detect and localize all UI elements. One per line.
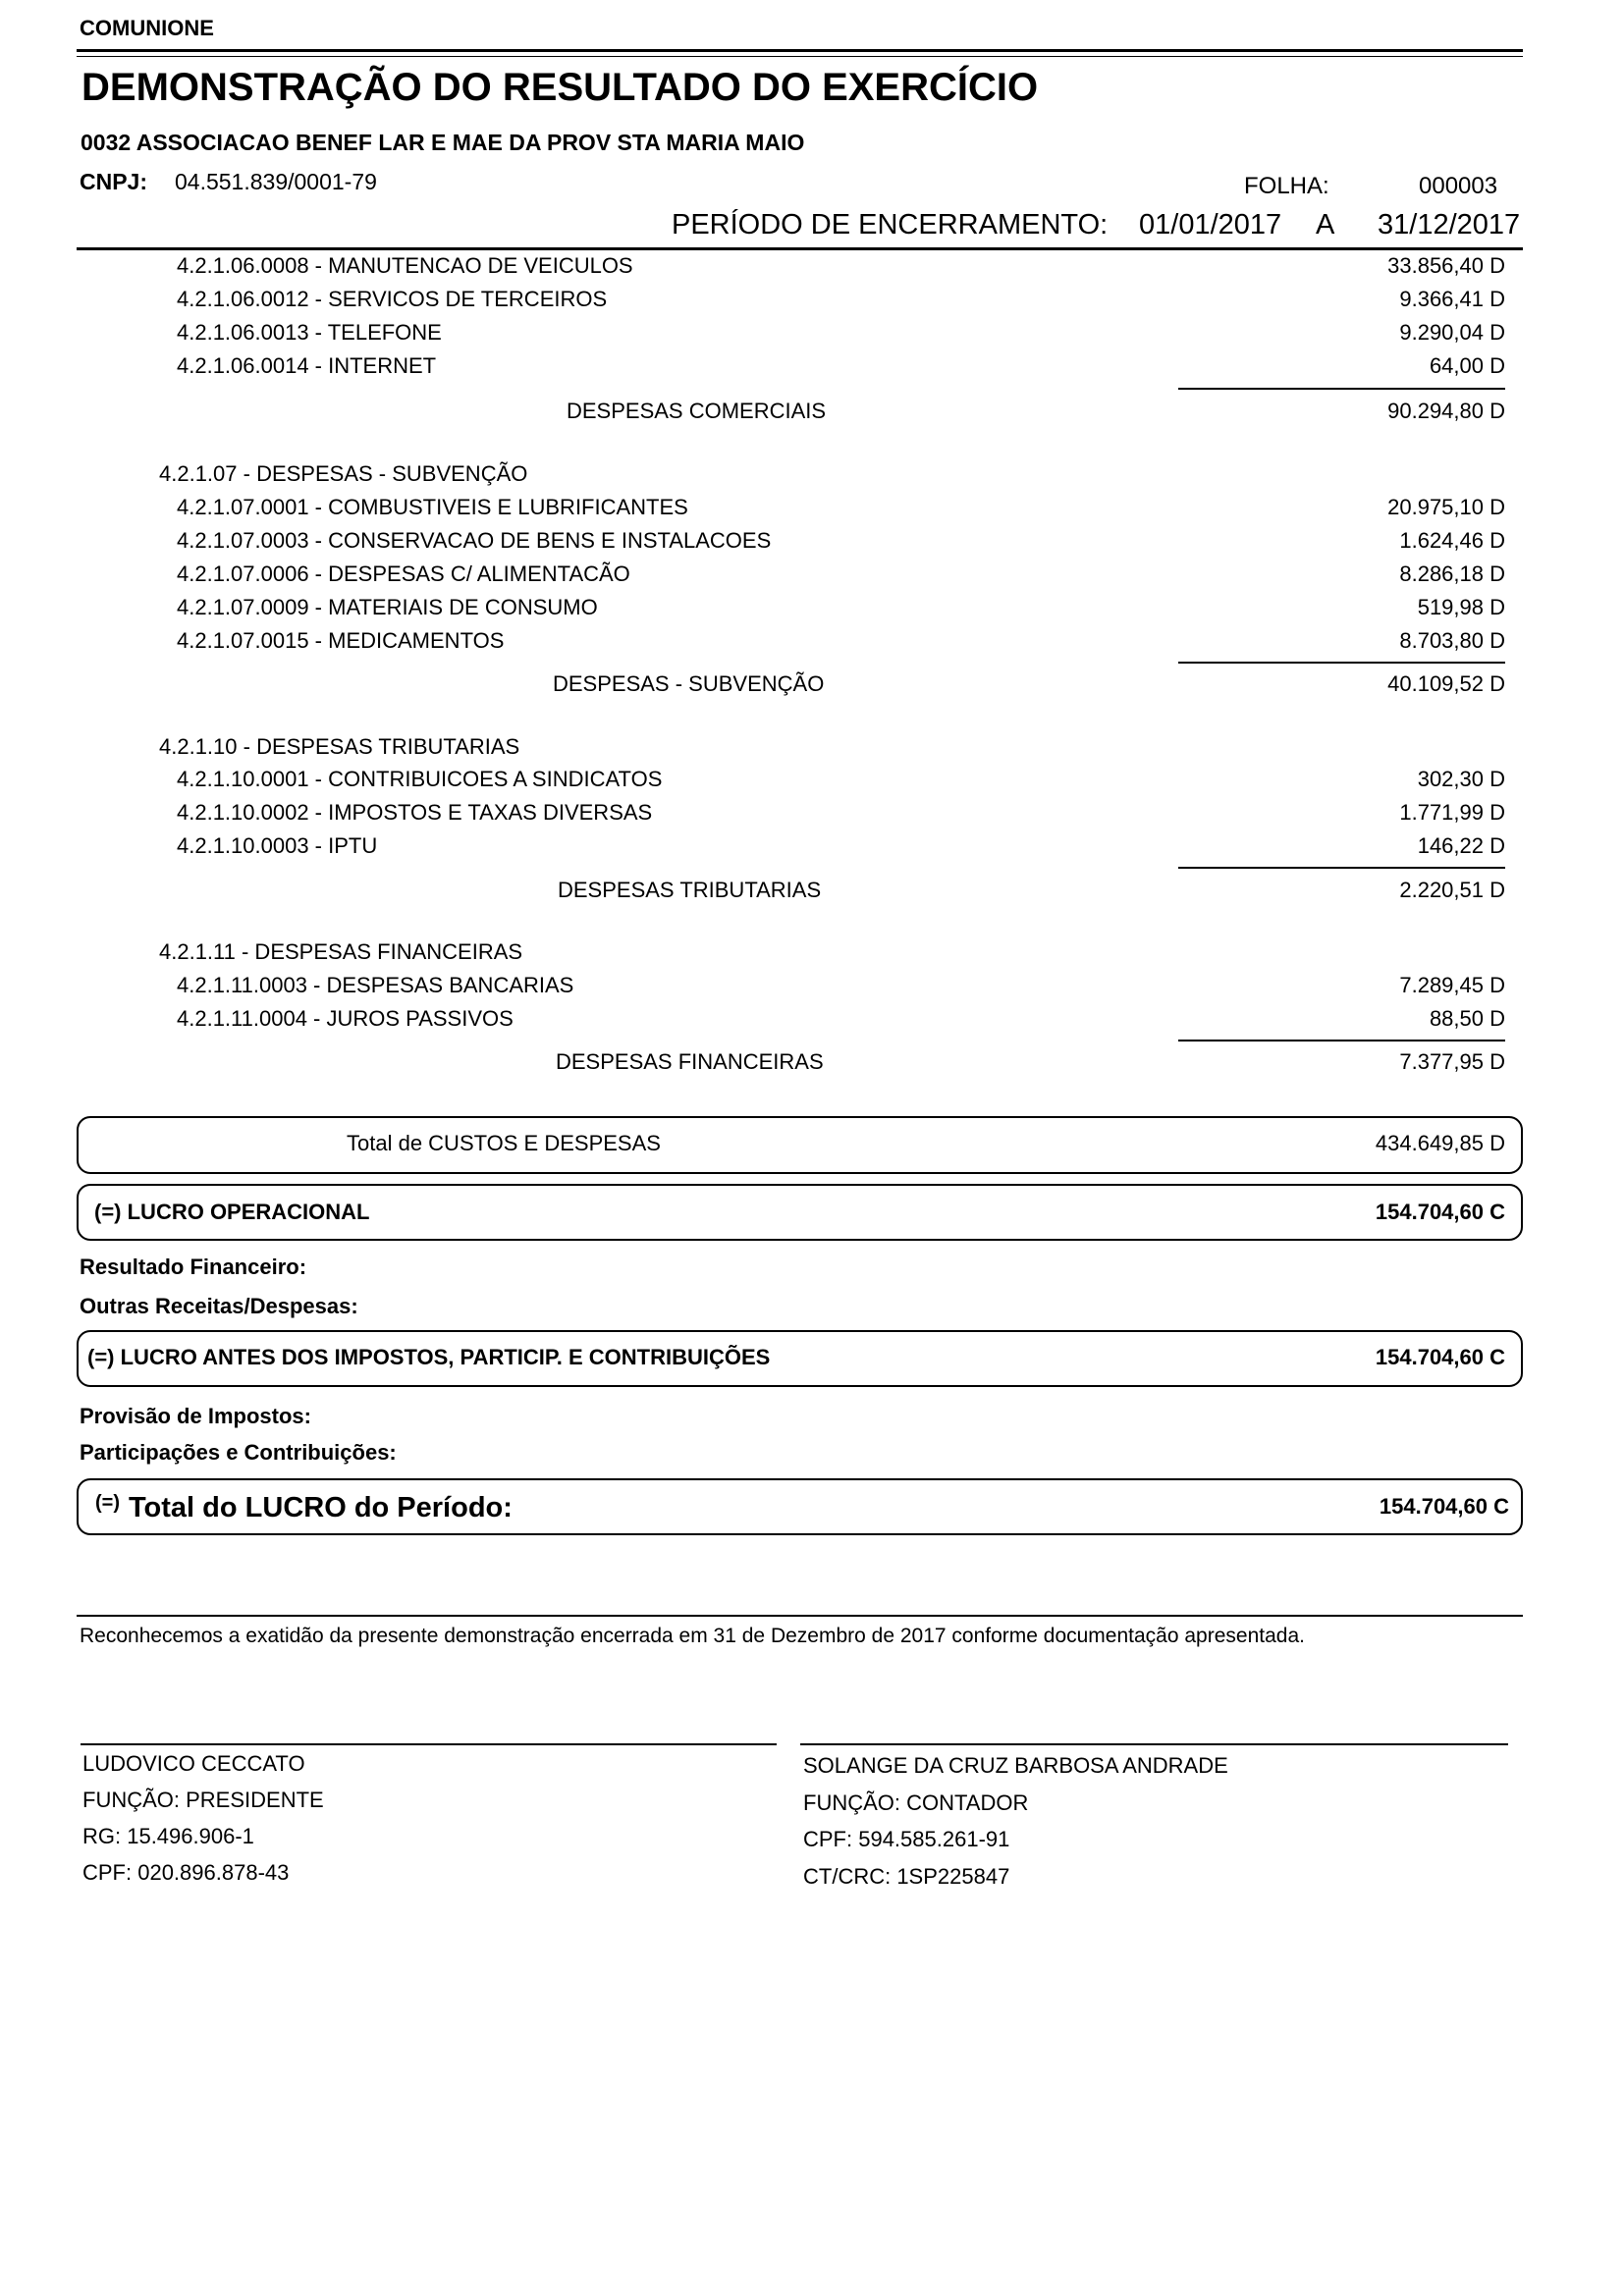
signature-line-left [81, 1743, 777, 1745]
account-line: 4.2.1.06.0008 - MANUTENCAO DE VEICULOS [177, 253, 633, 278]
periodo-start: 01/01/2017 [1139, 209, 1282, 240]
account-amount: 9.366,41 D [1399, 287, 1505, 311]
account-amount: 1.624,46 D [1399, 528, 1505, 553]
subtotal-amount: 7.377,95 D [1399, 1049, 1505, 1074]
lucro-operacional-amount: 154.704,60 C [1375, 1200, 1505, 1224]
folha-value: 000003 [1419, 173, 1498, 199]
account-line: 4.2.1.07.0006 - DESPESAS C/ ALIMENTACÃO [177, 561, 630, 586]
section-heading: 4.2.1.11 - DESPESAS FINANCEIRAS [159, 939, 523, 964]
section-heading: 4.2.1.07 - DESPESAS - SUBVENÇÃO [159, 461, 528, 486]
account-line: 4.2.1.07.0001 - COMBUSTIVEIS E LUBRIFICANTES [177, 495, 688, 519]
account-amount: 302,30 D [1417, 767, 1505, 791]
subtotal-rule [1178, 662, 1505, 664]
account-line: 4.2.1.07.0009 - MATERIAIS DE CONSUMO [177, 595, 598, 619]
declaration-text: Reconhecemos a exatidão da presente demonstração encerrada em 31 de Dezembro de 2017 conforme documentação apresentada. [80, 1625, 1305, 1647]
subtotal-label: DESPESAS TRIBUTARIAS [558, 878, 822, 902]
total-custos-amount: 434.649,85 D [1375, 1131, 1505, 1155]
subtotal-label: DESPESAS FINANCEIRAS [556, 1049, 824, 1074]
account-amount: 20.975,10 D [1387, 495, 1505, 519]
total-lucro-amount: 154.704,60 C [1379, 1494, 1509, 1519]
total-custos-box [77, 1116, 1523, 1174]
account-amount: 33.856,40 D [1387, 253, 1505, 278]
total-custos-label: Total de CUSTOS E DESPESAS [347, 1131, 661, 1155]
subtotal-amount: 40.109,52 D [1387, 671, 1505, 696]
page-title: DEMONSTRAÇÃO DO RESULTADO DO EXERCÍCIO [81, 66, 1039, 109]
signature-line-right [800, 1743, 1508, 1745]
entity-name: 0032 ASSOCIACAO BENEF LAR E MAE DA PROV STA MARIA MAIO [81, 130, 805, 155]
signer-name: SOLANGE DA CRUZ BARBOSA ANDRADE [803, 1753, 1228, 1778]
account-line: 4.2.1.07.0015 - MEDICAMENTOS [177, 628, 505, 653]
account-line: 4.2.1.07.0003 - CONSERVACAO DE BENS E INSTALACOES [177, 528, 772, 553]
account-line: 4.2.1.11.0003 - DESPESAS BANCARIAS [177, 973, 574, 997]
account-amount: 519,98 D [1417, 595, 1505, 619]
folha-label: FOLHA: [1244, 173, 1329, 199]
resultado-financeiro-label: Resultado Financeiro: [80, 1255, 307, 1279]
footer-rule [77, 1615, 1523, 1617]
header-rule-thin [77, 56, 1523, 57]
total-lucro-label: Total do LUCRO do Período: [129, 1492, 513, 1523]
outras-receitas-label: Outras Receitas/Despesas: [80, 1294, 358, 1318]
header-bottom-rule [77, 247, 1523, 250]
company-name: COMUNIONE [80, 16, 214, 40]
account-amount: 1.771,99 D [1399, 800, 1505, 825]
account-line: 4.2.1.10.0002 - IMPOSTOS E TAXAS DIVERSAS [177, 800, 653, 825]
account-line: 4.2.1.10.0003 - IPTU [177, 833, 378, 858]
section-heading: 4.2.1.10 - DESPESAS TRIBUTARIAS [159, 734, 520, 759]
subtotal-amount: 2.220,51 D [1399, 878, 1505, 902]
lucro-operacional-label: (=) LUCRO OPERACIONAL [94, 1200, 370, 1224]
signer-role: FUNÇÃO: PRESIDENTE [82, 1788, 324, 1812]
signer-cpf: CPF: 020.896.878-43 [82, 1860, 290, 1885]
account-line: 4.2.1.06.0012 - SERVICOS DE TERCEIROS [177, 287, 608, 311]
account-amount: 146,22 D [1417, 833, 1505, 858]
account-amount: 64,00 D [1429, 353, 1505, 378]
signer-name: LUDOVICO CECCATO [82, 1751, 305, 1776]
account-amount: 9.290,04 D [1399, 320, 1505, 345]
account-line: 4.2.1.06.0013 - TELEFONE [177, 320, 442, 345]
total-lucro-prefix: (=) [95, 1492, 120, 1514]
subtotal-rule [1178, 867, 1505, 869]
account-amount: 88,50 D [1429, 1006, 1505, 1031]
account-amount: 8.703,80 D [1399, 628, 1505, 653]
cnpj-value: 04.551.839/0001-79 [175, 169, 377, 194]
account-amount: 8.286,18 D [1399, 561, 1505, 586]
participacoes-label: Participações e Contribuições: [80, 1440, 397, 1465]
account-line: 4.2.1.11.0004 - JUROS PASSIVOS [177, 1006, 514, 1031]
account-line: 4.2.1.10.0001 - CONTRIBUICOES A SINDICATOS [177, 767, 663, 791]
cnpj-label: CNPJ: [80, 169, 148, 194]
subtotal-rule [1178, 1040, 1505, 1041]
header-rule-thick [77, 49, 1523, 52]
signer-role: FUNÇÃO: CONTADOR [803, 1790, 1029, 1815]
signer-rg: RG: 15.496.906-1 [82, 1824, 254, 1848]
periodo-label: PERÍODO DE ENCERRAMENTO: [672, 209, 1109, 240]
subtotal-amount: 90.294,80 D [1387, 399, 1505, 423]
periodo-separator: A [1316, 209, 1335, 240]
subtotal-label: DESPESAS COMERCIAIS [567, 399, 827, 423]
signer-crc: CT/CRC: 1SP225847 [803, 1864, 1010, 1889]
account-amount: 7.289,45 D [1399, 973, 1505, 997]
account-line: 4.2.1.06.0014 - INTERNET [177, 353, 437, 378]
provisao-impostos-label: Provisão de Impostos: [80, 1404, 311, 1428]
lucro-antes-amount: 154.704,60 C [1375, 1345, 1505, 1369]
lucro-antes-label: (=) LUCRO ANTES DOS IMPOSTOS, PARTICIP. E CONTRIBUIÇÕES [87, 1345, 771, 1369]
periodo-end: 31/12/2017 [1378, 209, 1521, 240]
subtotal-rule [1178, 388, 1505, 390]
signer-cpf: CPF: 594.585.261-91 [803, 1827, 1010, 1851]
subtotal-label: DESPESAS - SUBVENÇÃO [553, 671, 825, 696]
